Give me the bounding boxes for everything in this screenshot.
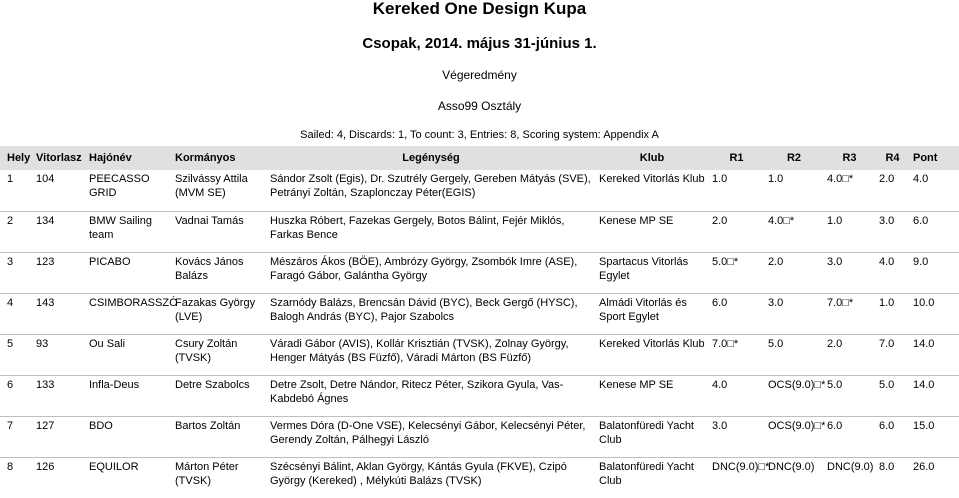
cell-legenyseg: Szarnódy Balázs, Brencsán Dávid (BYC), Beck Gergő (HYSC), Balogh András (BYC), Pajor Szabolcs [263, 293, 592, 334]
cell-r2: 4.0□* [761, 211, 820, 252]
cell-r3: 2.0 [820, 334, 872, 375]
cell-r2: 5.0 [761, 334, 820, 375]
col-klub: Klub [592, 146, 705, 170]
table-row [0, 170, 959, 211]
cell-hely: 3 [0, 252, 29, 293]
place-date: Csopak, 2014. május 31-június 1. [362, 35, 597, 52]
cell-r2: 1.0 [761, 170, 820, 211]
col-r3: R3 [820, 146, 872, 170]
cell-r1: 3.0 [705, 416, 761, 457]
cell-hely: 7 [0, 416, 29, 457]
cell-hely: 8 [7, 460, 14, 473]
cell-kormanyos: Kovács János Balázs [168, 252, 263, 293]
cell-r4: 5.0 [872, 375, 906, 416]
cell-kormanyos: Bartos Zoltán [168, 416, 263, 457]
cell-r2: 2.0 [761, 252, 820, 293]
cell-r4: 8.0 [879, 460, 895, 473]
table-row [0, 252, 959, 293]
cell-r3: 1.0 [820, 211, 872, 252]
cell-hajonev: BMW Sailing team [82, 211, 168, 252]
cell-hely: 4 [0, 293, 29, 334]
cell-klub: Almádi Vitorlás és Sport Egylet [592, 293, 705, 334]
table-row [0, 334, 959, 375]
cell-vitorlasz: 104 [29, 170, 82, 211]
cell-hajonev: EQUILOR [89, 460, 139, 473]
cell-pont: 14.0 [906, 334, 959, 375]
cell-vitorlasz: 133 [29, 375, 82, 416]
results-table [0, 146, 959, 498]
cell-r3: 6.0 [820, 416, 872, 457]
cell-pont: 4.0 [906, 170, 959, 211]
results-subtitle: Végeredmény [442, 68, 517, 82]
cell-klub: Kenese MP SE [592, 211, 705, 252]
cell-legenyseg: Szécsényi Bálint, Aklan György, Kántás Gyula (FKVE), Czipó György (Kereked) , Mélykúti Balázs (TVSK) [270, 460, 567, 487]
cell-vitorlasz: 127 [29, 416, 82, 457]
cell-r4: 4.0 [872, 252, 906, 293]
cell-pont: 15.0 [906, 416, 959, 457]
cell-legenyseg: Detre Zsolt, Detre Nándor, Ritecz Péter, Szikora Gyula, Vas-Kabdebó Ágnes [263, 375, 592, 416]
cell-vitorlasz: 143 [29, 293, 82, 334]
table-row [0, 293, 959, 334]
cell-kormanyos: Csury Zoltán (TVSK) [168, 334, 263, 375]
cell-hely: 2 [0, 211, 29, 252]
cell-r4: 7.0 [872, 334, 906, 375]
cell-r2: DNC(9.0) [768, 460, 815, 473]
series-summary: Sailed: 4, Discards: 1, To count: 3, Entries: 8, Scoring system: Appendix A [300, 129, 659, 141]
cell-kormanyos: Fazakas György (LVE) [168, 293, 263, 334]
cell-legenyseg: Vermes Dóra (D-One VSE), Kelecsényi Gábor, Kelecsényi Péter, Gerendy Zoltán, Pálhegyi László [263, 416, 592, 457]
cell-r4: 3.0 [872, 211, 906, 252]
col-hely: Hely [0, 146, 29, 170]
cell-r1: 5.0□* [705, 252, 761, 293]
cell-klub: Kereked Vitorlás Klub [592, 170, 705, 211]
cell-hajonev: BDO [82, 416, 168, 457]
cell-pont: 14.0 [906, 375, 959, 416]
col-kormanyos: Kormányos [168, 146, 263, 170]
cell-r1: DNC(9.0)□* [712, 460, 770, 473]
col-vitorlasz: Vitorlasz [29, 146, 82, 170]
table-row [0, 457, 959, 498]
cell-klub: Balatonfüredi Yacht Club [592, 416, 705, 457]
cell-kormanyos: Szilvássy Attila (MVM SE) [168, 170, 263, 211]
cell-pont: 9.0 [906, 252, 959, 293]
cell-klub: Kenese MP SE [592, 375, 705, 416]
cell-klub: Balatonfüredi Yacht Club [599, 460, 694, 487]
class-name: Asso99 Osztály [437, 99, 522, 113]
header-row [0, 146, 959, 170]
cell-klub: Kereked Vitorlás Klub [592, 334, 705, 375]
cell-pont: 6.0 [906, 211, 959, 252]
cell-pont: 26.0 [913, 460, 935, 473]
cell-pont: 10.0 [906, 293, 959, 334]
cell-hajonev: CSIMBORASSZÓ [82, 293, 168, 334]
cell-r1: 1.0 [705, 170, 761, 211]
cell-hely: 5 [0, 334, 29, 375]
cell-r4: 1.0 [872, 293, 906, 334]
cell-r1: 6.0 [705, 293, 761, 334]
cell-legenyseg: Mészáros Ákos (BÖE), Ambrózy György, Zsombók Imre (ASE), Faragó Gábor, Galántha György [263, 252, 592, 293]
cell-r3: 7.0□* [820, 293, 872, 334]
cell-r3: 4.0□* [820, 170, 872, 211]
cell-klub: Spartacus Vitorlás Egylet [592, 252, 705, 293]
col-pont: Pont [906, 146, 959, 170]
cell-r1: 7.0□* [705, 334, 761, 375]
cell-hajonev: Infla-Deus [82, 375, 168, 416]
cell-legenyseg: Huszka Róbert, Fazekas Gergely, Botos Bálint, Fejér Miklós, Farkas Bence [263, 211, 592, 252]
table-row [0, 375, 959, 416]
cell-kormanyos: Detre Szabolcs [168, 375, 263, 416]
cell-r3: 3.0 [820, 252, 872, 293]
event-title: Kereked One Design Kupa [372, 0, 587, 18]
cell-vitorlasz: 134 [29, 211, 82, 252]
col-r1: R1 [705, 146, 761, 170]
cell-hely: 6 [0, 375, 29, 416]
col-hajonev: Hajónév [82, 146, 168, 170]
col-r4: R4 [872, 146, 906, 170]
col-r2: R2 [761, 146, 820, 170]
cell-r1: 4.0 [705, 375, 761, 416]
cell-kormanyos: Vadnai Tamás [168, 211, 263, 252]
cell-vitorlasz: 126 [36, 460, 55, 473]
cell-legenyseg: Váradi Gábor (AVIS), Kollár Krisztián (TVSK), Zolnay György, Henger Mátyás (BS Füzfő), Váradi Márton (BS Füzfő) [263, 334, 592, 375]
table-row [0, 416, 959, 457]
cell-r1: 2.0 [705, 211, 761, 252]
cell-vitorlasz: 93 [29, 334, 82, 375]
cell-hajonev: Ou Sali [82, 334, 168, 375]
cell-kormanyos: Márton Péter (TVSK) [175, 460, 239, 487]
cell-r4: 2.0 [872, 170, 906, 211]
col-legenyseg: Legénység [263, 146, 592, 170]
cell-legenyseg: Sándor Zsolt (Egis), Dr. Szutrély Gergely, Gereben Mátyás (SVE), Petrányi Zoltán, Szaplonczay Péter(EGIS) [263, 170, 592, 211]
cell-vitorlasz: 123 [29, 252, 82, 293]
table-row [0, 211, 959, 252]
cell-hajonev: PICABO [82, 252, 168, 293]
cell-r2: 3.0 [761, 293, 820, 334]
cell-r3: 5.0 [820, 375, 872, 416]
cell-hely: 1 [0, 170, 29, 211]
cell-r3: DNC(9.0) [827, 460, 874, 473]
cell-r2: OCS(9.0)□* [761, 416, 820, 457]
cell-hajonev: PEECASSO GRID [82, 170, 168, 211]
cell-r4: 6.0 [872, 416, 906, 457]
cell-r2: OCS(9.0)□* [761, 375, 820, 416]
